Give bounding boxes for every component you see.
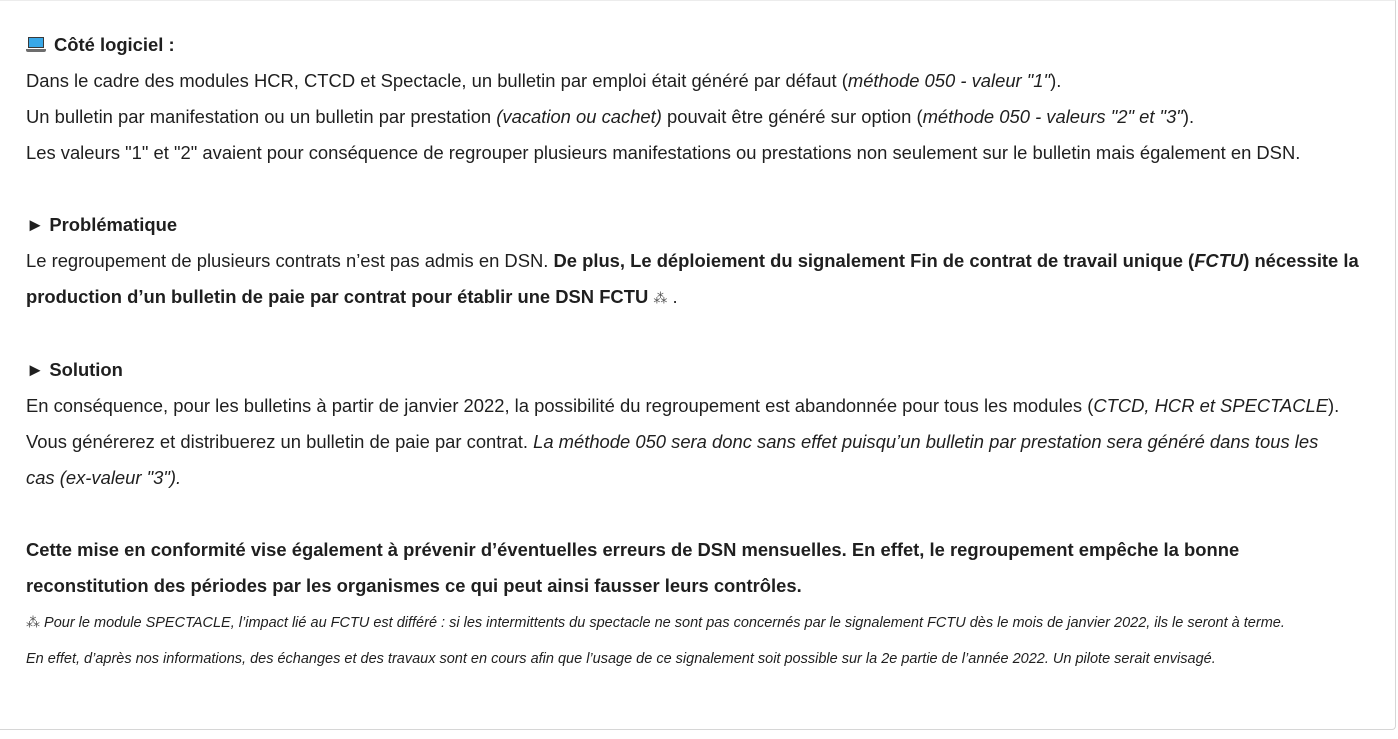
problem-text: [26, 243, 1366, 316]
laptop-icon: [26, 37, 46, 53]
text: Pour le module SPECTACLE, l’impact lié au FCTU est différé : si les intermittents du spectacle ne sont pas concernés par le signalement FCTU dès le mois de janvier 2022, ils le seront à terme.: [40, 615, 1285, 631]
asterism-icon: ⁂: [26, 614, 40, 630]
problem-section: [26, 207, 1395, 316]
conclusion-text: Cette mise en conformité vise également à prévenir d’éventuelles erreurs de DSN mensuelles. En effet, le regroupement empêche la bonne reconstitution des périodes par les organismes ce qui peut ainsi fausser leurs contrôles.: [26, 539, 1240, 596]
solution-title: Solution: [49, 359, 123, 380]
footnote-1: [26, 604, 1366, 641]
problem-title: Problématique: [49, 214, 178, 235]
asterism-icon: ⁂: [653, 290, 668, 306]
text: En conséquence, pour les bulletins à partir de janvier 2022, la possibilité du regroupement est abandonnée pour tous les modules (: [26, 395, 1094, 416]
triangle-marker-icon: ►: [26, 214, 45, 235]
triangle-marker-icon: ►: [26, 359, 45, 380]
text: .: [667, 286, 678, 307]
conclusion-section: [26, 532, 1395, 604]
software-line-1: [26, 63, 1366, 99]
method-value-1: méthode 050 - valeur "1": [847, 70, 1051, 91]
text: Un bulletin par manifestation ou un bulletin par prestation: [26, 106, 497, 127]
text: ). Vous générerez et distribuerez un bulletin de paie par contrat.: [26, 395, 1340, 452]
text: ).: [1050, 70, 1062, 91]
software-line-2: [26, 99, 1366, 135]
software-section: [26, 27, 1395, 171]
solution-text: [26, 388, 1346, 496]
software-title: Côté logiciel :: [54, 34, 175, 55]
problem-heading: [26, 207, 1366, 243]
problem-bold: De plus, Le déploiement du signalement Fin de contrat de travail unique (FCTU) nécessite la production d’un bulletin de paie par contrat pour établir une DSN FCTU: [26, 250, 1359, 307]
vacation-note: (vacation ou cachet): [496, 106, 662, 127]
footnote-2: En effet, d’après nos informations, des échanges et des travaux sont en cours afin que l’usage de ce signalement soit possible sur la 2e partie de l’année 2022. Un pilote serait envisagé.: [26, 651, 1216, 667]
software-line-3: Les valeurs "1" et "2" avaient pour conséquence de regrouper plusieurs manifestations ou prestations non seulement sur le bulletin mais également en DSN.: [26, 142, 1301, 163]
solution-section: [26, 352, 1395, 496]
method-note: La méthode 050 sera donc sans effet puisqu’un bulletin par prestation sera généré dans tous les cas (ex-valeur "3").: [26, 431, 1319, 488]
modules-list: CTCD, HCR et SPECTACLE: [1093, 395, 1329, 416]
software-heading: [26, 27, 1366, 63]
text: ).: [1182, 106, 1195, 127]
text: pouvait être généré sur option (: [661, 106, 923, 127]
text: Le regroupement de plusieurs contrats n’est pas admis en DSN.: [26, 250, 554, 271]
text: Dans le cadre des modules HCR, CTCD et Spectacle, un bulletin par emploi était généré par défaut (: [26, 70, 848, 91]
footnotes: [26, 604, 1395, 677]
solution-heading: [26, 352, 1366, 388]
method-values-2-3: méthode 050 - valeurs "2" et "3": [922, 106, 1183, 127]
